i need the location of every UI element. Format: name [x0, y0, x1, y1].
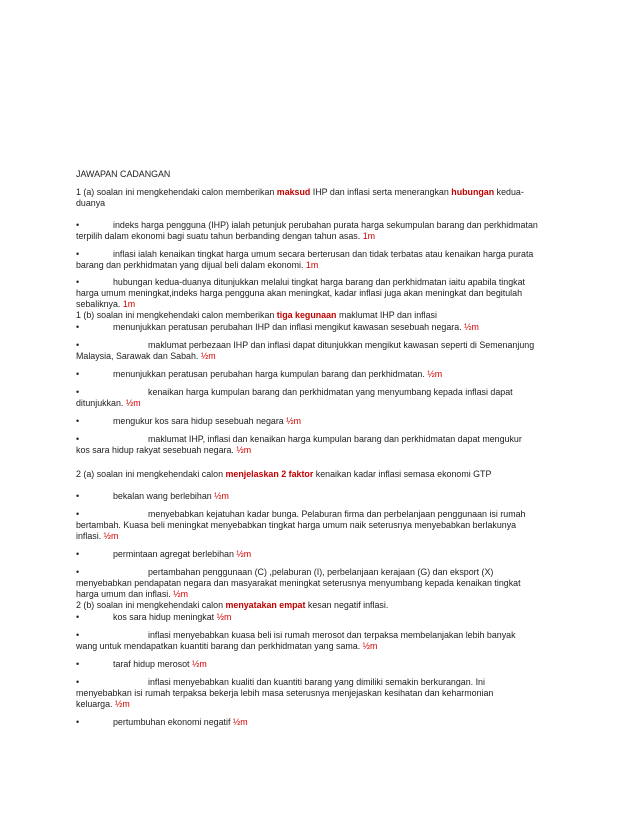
answer-line [76, 260, 571, 270]
question-1b-intro [76, 310, 571, 320]
mark-badge: ½m [200, 351, 216, 361]
answer-text: pertumbuhan ekonomi negatif [113, 717, 231, 727]
mark-badge: 1m [122, 299, 136, 309]
bullet-icon: • [76, 549, 80, 559]
intro-text: maklumat IHP dan inflasi [336, 310, 437, 320]
intro-text: kedua- [494, 187, 524, 197]
mark-badge: ½m [464, 322, 479, 332]
answer-line: pertambahan penggunaan (C) ,pelaburan (I), perbelanjaan kerajaan (G) dan eksport (X) [148, 567, 494, 577]
question-2a-intro [76, 469, 571, 479]
keyword-maksud: maksud [276, 187, 311, 197]
answer-text: barang dan perkhidmatan yang dijual beli dalam ekonomi. [76, 260, 304, 270]
bullet-icon: • [76, 249, 80, 259]
answer-line: inflasi menyebabkan kuasa beli isi rumah merosot dan terpaksa membelanjakan lebih banyak [148, 630, 516, 640]
intro-text: kesan negatif inflasi. [305, 600, 389, 610]
answer-line [76, 641, 571, 651]
question-1a-intro-cont: duanya [76, 198, 106, 208]
answer-text: kos sara hidup rakyat sesebuah negara. [76, 445, 234, 455]
bullet-icon: • [76, 416, 80, 426]
keyword-menyatakan-empat: menyatakan empat [225, 600, 306, 610]
answer-text: taraf hidup merosot [113, 659, 190, 669]
answer-text: inflasi. [76, 531, 102, 541]
answer-line [76, 699, 571, 709]
intro-text: 2 (b) soalan ini mengkehendaki calon [76, 600, 226, 610]
mark-badge: 1m [362, 231, 376, 241]
keyword-tiga-kegunaan: tiga kegunaan [276, 310, 337, 320]
answer-text: bekalan wang berlebihan [113, 491, 212, 501]
bullet-icon: • [76, 567, 80, 577]
answer-line [76, 231, 571, 241]
bullet-icon: • [76, 612, 80, 622]
answer-line: kenaikan harga kumpulan barang dan perkhidmatan yang menyumbang kepada inflasi dapat [148, 387, 513, 397]
answer-line [76, 299, 571, 309]
answer-line: inflasi ialah kenaikan tingkat harga umum secara berterusan dan tidak terbatas atau kenaikan harga purata [113, 249, 534, 259]
answer-text: mengukur kos sara hidup sesebuah negara [113, 416, 284, 426]
intro-text: IHP dan inflasi serta menerangkan [310, 187, 452, 197]
answer-line: maklumat perbezaan IHP dan inflasi dapat ditunjukkan mengikut kawasan seperti di Semenanjung [148, 340, 535, 350]
bullet-icon: • [76, 340, 80, 350]
mark-badge: ½m [114, 699, 130, 709]
page-heading: JAWAPAN CADANGAN [76, 169, 171, 179]
keyword-hubungan: hubungan [451, 187, 495, 197]
bullet-icon: • [76, 387, 80, 397]
answer-line [113, 659, 573, 669]
mark-badge: ½m [191, 659, 207, 669]
mark-badge: ½m [236, 549, 252, 559]
mark-badge: ½m [214, 491, 229, 501]
bullet-icon: • [76, 717, 80, 727]
bullet-icon: • [76, 509, 80, 519]
bullet-icon: • [76, 369, 80, 379]
answer-line [113, 491, 573, 501]
intro-text: 2 (a) soalan ini mengkehendaki calon [76, 469, 226, 479]
mark-badge: 1m [305, 260, 319, 270]
answer-line [113, 717, 573, 727]
bullet-icon: • [76, 659, 80, 669]
answer-line [76, 589, 571, 599]
answer-line [76, 351, 571, 361]
intro-text: 1 (b) soalan ini mengkehendaki calon memberikan [76, 310, 277, 320]
answer-line [76, 398, 571, 408]
mark-badge: ½m [125, 398, 141, 408]
bullet-icon: • [76, 677, 80, 687]
mark-badge: ½m [236, 445, 252, 455]
answer-line [113, 416, 573, 426]
bullet-icon: • [76, 434, 80, 444]
answer-line: harga umum meningkat,indeks harga pengguna akan meningkat, kadar inflasi juga akan meningkat dan begitulah [76, 288, 523, 298]
answer-line [113, 612, 573, 622]
answer-text: menunjukkan peratusan perubahan IHP dan inflasi mengikut kawasan sesebuah negara. [113, 322, 462, 332]
answer-text: keluarga. [76, 699, 113, 709]
answer-line: indeks harga pengguna (IHP) ialah petunjuk perubahan purata harga sekumpulan barang dan perkhidmatan [113, 220, 538, 230]
mark-badge: ½m [103, 531, 119, 541]
answer-text: permintaan agregat berlebihan [113, 549, 234, 559]
intro-text: kenaikan kadar inflasi semasa ekonomi GTP [313, 469, 492, 479]
answer-line: inflasi menyebabkan kualiti dan kuantiti barang yang dimiliki semakin berkurangan. Ini [148, 677, 485, 687]
bullet-icon: • [76, 491, 80, 501]
answer-text: wang untuk mendapatkan kuantiti barang dan perkhidmatan yang sama. [76, 641, 361, 651]
answer-line: menyebabkan pendapatan negara dan masyarakat meningkat seterusnya menyumbang kepada kenaikan tingkat [76, 578, 521, 588]
answer-text: kos sara hidup meningkat [113, 612, 215, 622]
answer-line [113, 369, 573, 379]
answer-line [113, 549, 573, 559]
mark-badge: ½m [362, 641, 378, 651]
bullet-icon: • [76, 277, 80, 287]
intro-text: 1 (a) soalan ini mengkehendaki calon memberikan [76, 187, 277, 197]
bullet-icon: • [76, 630, 80, 640]
mark-badge: ½m [232, 717, 248, 727]
answer-line [113, 322, 573, 332]
answer-text: sebaliknya. [76, 299, 121, 309]
answer-line [76, 531, 571, 541]
mark-badge: ½m [286, 416, 301, 426]
answer-text: terpilih dalam ekonomi bagi suatu tahun berbanding dengan tahun asas. [76, 231, 361, 241]
answer-text: menunjukkan peratusan perubahan harga kumpulan barang dan perkhidmatan. [113, 369, 425, 379]
mark-badge: ½m [173, 589, 188, 599]
answer-line: hubungan kedua-duanya ditunjukkan melalui tingkat harga barang dan perkhidmatan iaitu apabila tingkat [113, 277, 525, 287]
answer-line [76, 445, 571, 455]
question-1a-intro [76, 187, 571, 197]
bullet-icon: • [76, 220, 80, 230]
answer-text: ditunjukkan. [76, 398, 124, 408]
answer-text: harga umum dan inflasi. [76, 589, 171, 599]
bullet-icon: • [76, 322, 80, 332]
answer-line: menyebabkan isi rumah terpaksa bekerja lebih masa seterusnya menjejaskan kesihatan dan keharmonian [76, 688, 494, 698]
answer-text: Malaysia, Sarawak dan Sabah. [76, 351, 199, 361]
answer-line: maklumat IHP, inflasi dan kenaikan harga kumpulan barang dan perkhidmatan dapat mengukur [148, 434, 522, 444]
answer-line: bertambah. Kuasa beli meningkat menyebabkan tingkat harga umum naik seterusnya menyebabkan berlakunya [76, 520, 517, 530]
answer-line: menyebabkan kejatuhan kadar bunga. Pelaburan firma dan perbelanjaan penggunaan isi rumah [148, 509, 526, 519]
keyword-menjelaskan: menjelaskan 2 faktor [225, 469, 314, 479]
mark-badge: ½m [216, 612, 232, 622]
question-2b-intro [76, 600, 571, 610]
mark-badge: ½m [427, 369, 443, 379]
